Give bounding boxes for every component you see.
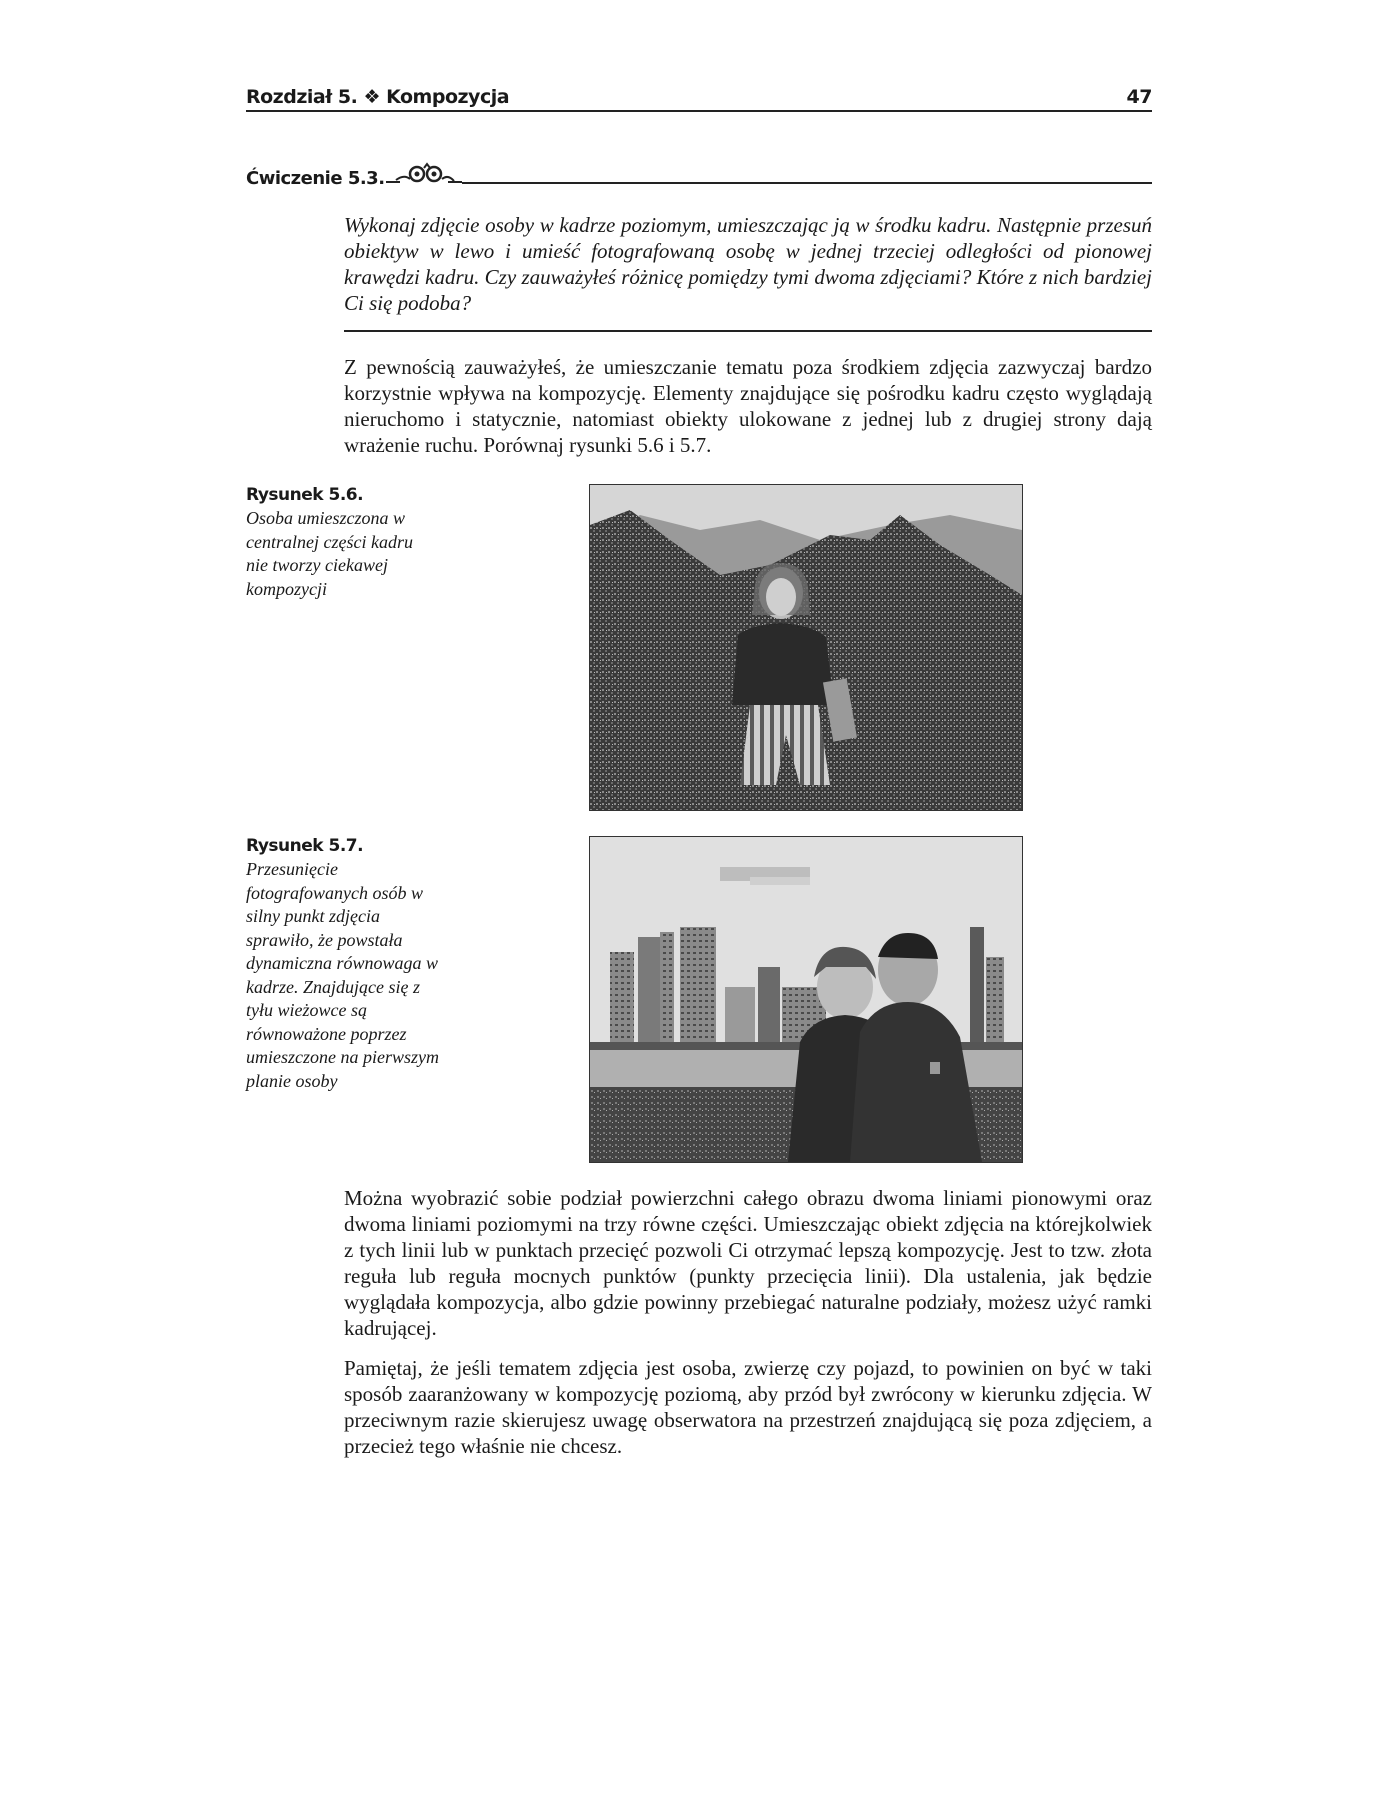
exercise-bottom-rule: [344, 330, 1152, 332]
figure-5-7-caption: [246, 836, 446, 1093]
running-header-chapter: Rozdział 5. ❖ Kompozycja: [246, 86, 510, 108]
figure-5-6-photo: [589, 484, 1023, 811]
body-paragraph-1: Z pewnością zauważyłeś, że umieszczanie tematu poza środkiem zdjęcia zazwyczaj bardzo korzystnie wpływa na kompozycję. Elementy znajdujące się pośrodku kadru często wyglądają nieruchomo i statycznie, natomiast obiekty ulokowane z jednej lub z drugiej strony dają wrażenie ruchu. Porównaj rysunki 5.6 i 5.7.: [344, 355, 1152, 457]
exercise-label: Ćwiczenie 5.3.: [246, 168, 385, 189]
body-paragraph-2: Można wyobrazić sobie podział powierzchni całego obrazu dwoma liniami pionowymi oraz dwoma liniami poziomymi na trzy równe części. Umieszczając obiekt zdjęcia na którejkolwiek z tych linii lub w punktach przecięć pozwoli Ci otrzymać lepszą kompozycję. Jest to tzw. złota reguła lub reguła mocnych punktów (punkty przecięcia linii). Dla ustalenia, jak będzie wyglądała kompozycja, albo gdzie powinny przebiegać naturalne podziały, możesz użyć ramki kadrującej.: [344, 1186, 1152, 1340]
exercise-rule: [462, 182, 1152, 184]
exercise-text: Wykonaj zdjęcie osoby w kadrze poziomym, umieszczając ją w środku kadru. Następnie przesuń obiektyw w lewo i umieść fotografowaną osobę w jednej trzeciej odległości od pionowej krawędzi kadru. Czy zauważyłeś różnicę pomiędzy tymi dwoma zdjęciami? Które z nich bardziej Ci się podoba?: [344, 213, 1152, 315]
figure-5-7-caption-text: Przesunięcie fotografowanych osób w silny punkt zdjęcia sprawiło, że powstała dynamiczna równowaga w kadrze. Znajdujące się z tyłu wieżowce są równoważone poprzez umieszczone na pierwszym planie osoby: [246, 859, 439, 1091]
figure-5-7-photo: [589, 836, 1023, 1163]
header-rule: [246, 110, 1152, 112]
page-number: 47: [1126, 86, 1152, 108]
figure-5-6-title: Rysunek 5.6.: [246, 485, 364, 505]
camera-ornament-icon: [386, 160, 462, 191]
figure-5-6-caption: [246, 485, 436, 601]
body-paragraph-3: Pamiętaj, że jeśli tematem zdjęcia jest osoba, zwierzę czy pojazd, to powinien on być w taki sposób zaaranżowany w kompozycję poziomą, aby przód był zwrócony w kierunku zdjęcia. W przeciwnym razie skierujesz uwagę obserwatora na przestrzeń znajdującą się poza zdjęciem, a przecież tego właśnie nie chcesz.: [344, 1356, 1152, 1458]
figure-5-7-title: Rysunek 5.7.: [246, 836, 364, 856]
figure-5-6-caption-text: Osoba umieszczona w centralnej części kadru nie tworzy ciekawej kompozycji: [246, 508, 413, 599]
